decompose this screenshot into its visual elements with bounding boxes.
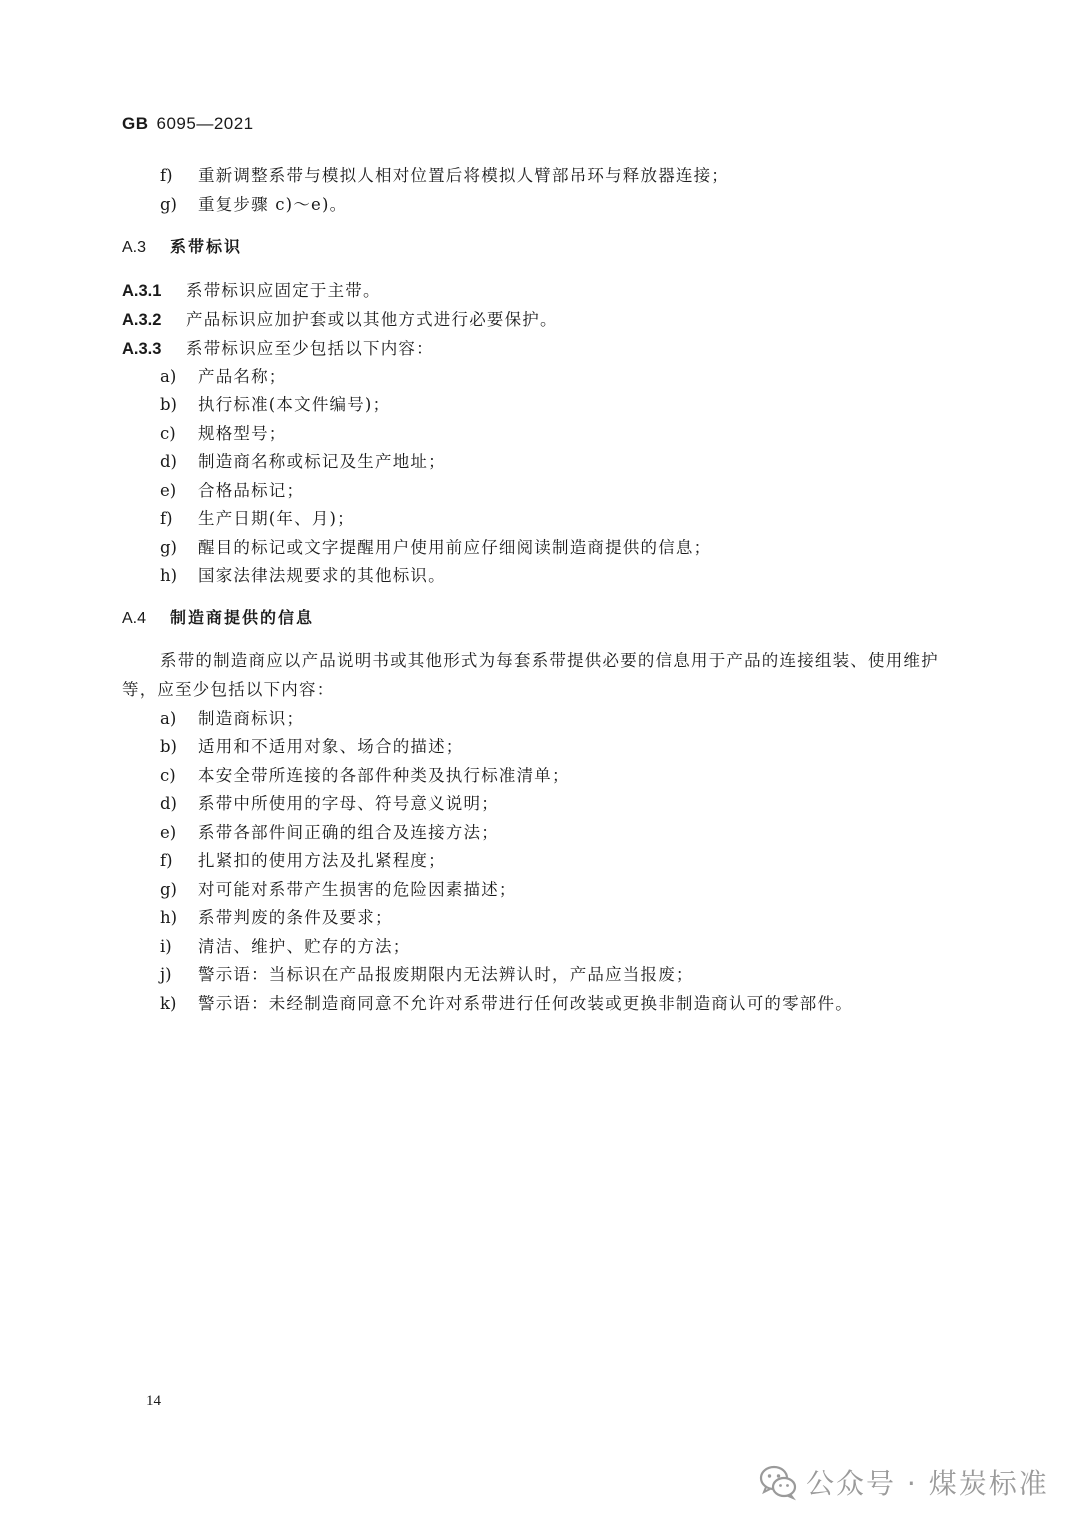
list-item-text: 制造商名称或标记及生产地址； xyxy=(198,452,446,471)
list-item-label: c) xyxy=(160,766,176,785)
list-item xyxy=(160,565,446,587)
list-item-text: 执行标准(本文件编号)； xyxy=(198,395,391,414)
list-item xyxy=(160,508,355,530)
list-item xyxy=(160,993,853,1015)
page-number: 14 xyxy=(146,1393,161,1409)
list-item xyxy=(160,793,499,815)
list-item-text: 产品名称； xyxy=(198,367,287,386)
list-item-label: i) xyxy=(160,937,172,956)
list-item-text: 适用和不适用对象、场合的描述； xyxy=(198,737,464,756)
standard-code: 6095—2021 xyxy=(156,114,254,133)
section-title: 制造商提供的信息 xyxy=(170,610,315,627)
list-item-text: 警示语：未经制造商同意不允许对系带进行任何改装或更换非制造商认可的零部件。 xyxy=(198,994,853,1013)
list-item-text: 清洁、维护、贮存的方法； xyxy=(198,937,411,956)
list-item xyxy=(160,708,304,730)
clause-number: A.3.3 xyxy=(122,340,162,358)
list-item-text: 制造商标识； xyxy=(198,709,305,728)
list-item-label: c) xyxy=(160,424,176,443)
clause xyxy=(122,338,434,360)
list-item-label: j) xyxy=(160,965,172,984)
list-item-text: 重新调整系带与模拟人相对位置后将模拟人臂部吊环与释放器连接； xyxy=(198,166,729,185)
section-number: A.4 xyxy=(122,610,147,627)
list-item xyxy=(160,907,393,929)
list-item xyxy=(160,394,390,416)
list-item-label: g) xyxy=(160,195,177,214)
list-item-label: b) xyxy=(160,395,177,414)
list-item-label: f) xyxy=(160,851,173,870)
list-item-label: g) xyxy=(160,538,177,557)
list-item-label: k) xyxy=(160,994,177,1013)
list-item-label: h) xyxy=(160,908,178,927)
list-item-label: e) xyxy=(160,481,177,500)
list-item-text: 本安全带所连接的各部件种类及执行标准清单； xyxy=(198,766,570,785)
list-item-text: 规格型号； xyxy=(198,424,287,443)
list-item-text: 系带判废的条件及要求； xyxy=(198,908,393,927)
document-header xyxy=(122,114,254,134)
standard-prefix: GB xyxy=(122,114,149,133)
list-item xyxy=(160,964,694,986)
list-item-label: h) xyxy=(160,566,178,585)
list-item-text: 国家法律法规要求的其他标识。 xyxy=(198,566,446,585)
list-item-text: 生产日期(年、月)； xyxy=(198,509,355,528)
list-item-label: d) xyxy=(160,452,177,471)
list-item-label: b) xyxy=(160,737,177,756)
list-item xyxy=(160,765,570,787)
section-title: 系带标识 xyxy=(170,239,243,256)
list-item-label: d) xyxy=(160,794,177,813)
list-item-text: 警示语：当标识在产品报废期限内无法辨认时，产品应当报废； xyxy=(198,965,694,984)
list-item xyxy=(160,451,446,473)
list-item-label: a) xyxy=(160,367,177,386)
list-item-label: g) xyxy=(160,880,177,899)
list-item xyxy=(160,366,287,388)
clause-text: 系带标识应至少包括以下内容： xyxy=(186,339,434,358)
watermark-text: 公众号 · 煤炭标准 xyxy=(806,1467,1049,1500)
list-item-text: 系带各部件间正确的组合及连接方法； xyxy=(198,823,499,842)
list-item xyxy=(160,423,287,445)
section-intro-paragraph: 系带的制造商应以产品说明书或其他形式为每套系带提供必要的信息用于产品的连接组装、使用维护等，应至少包括以下内容： xyxy=(122,651,939,699)
list-item-label: a) xyxy=(160,709,177,728)
clause-text: 系带标识应固定于主带。 xyxy=(186,281,381,300)
list-item xyxy=(160,850,446,872)
list-item-text: 重复步骤 c)～e)。 xyxy=(198,195,348,214)
section-heading-a4 xyxy=(122,608,314,630)
list-item xyxy=(160,194,347,216)
list-item-label: f) xyxy=(160,166,173,185)
list-item-label: e) xyxy=(160,823,177,842)
list-item xyxy=(160,936,410,958)
clause-number: A.3.2 xyxy=(122,311,162,329)
list-item-text: 对可能对系带产生损害的危险因素描述； xyxy=(198,880,517,899)
clause xyxy=(122,309,558,331)
list-item xyxy=(160,736,464,758)
watermark xyxy=(758,1462,1049,1502)
list-item xyxy=(160,879,517,901)
list-item-label: f) xyxy=(160,509,173,528)
list-item-text: 系带中所使用的字母、符号意义说明； xyxy=(198,794,499,813)
list-item-text: 醒目的标记或文字提醒用户使用前应仔细阅读制造商提供的信息； xyxy=(198,538,712,557)
list-item xyxy=(160,165,729,187)
clause xyxy=(122,280,381,302)
list-item-text: 扎紧扣的使用方法及扎紧程度； xyxy=(198,851,446,870)
section-heading-a3 xyxy=(122,237,242,259)
list-item-text: 合格品标记； xyxy=(198,481,305,500)
clause-text: 产品标识应加护套或以其他方式进行必要保护。 xyxy=(186,310,558,329)
wechat-icon xyxy=(758,1462,798,1502)
list-item xyxy=(160,537,711,559)
list-item xyxy=(160,480,304,502)
clause-number: A.3.1 xyxy=(122,282,162,300)
list-item xyxy=(160,822,499,844)
section-number: A.3 xyxy=(122,239,147,256)
